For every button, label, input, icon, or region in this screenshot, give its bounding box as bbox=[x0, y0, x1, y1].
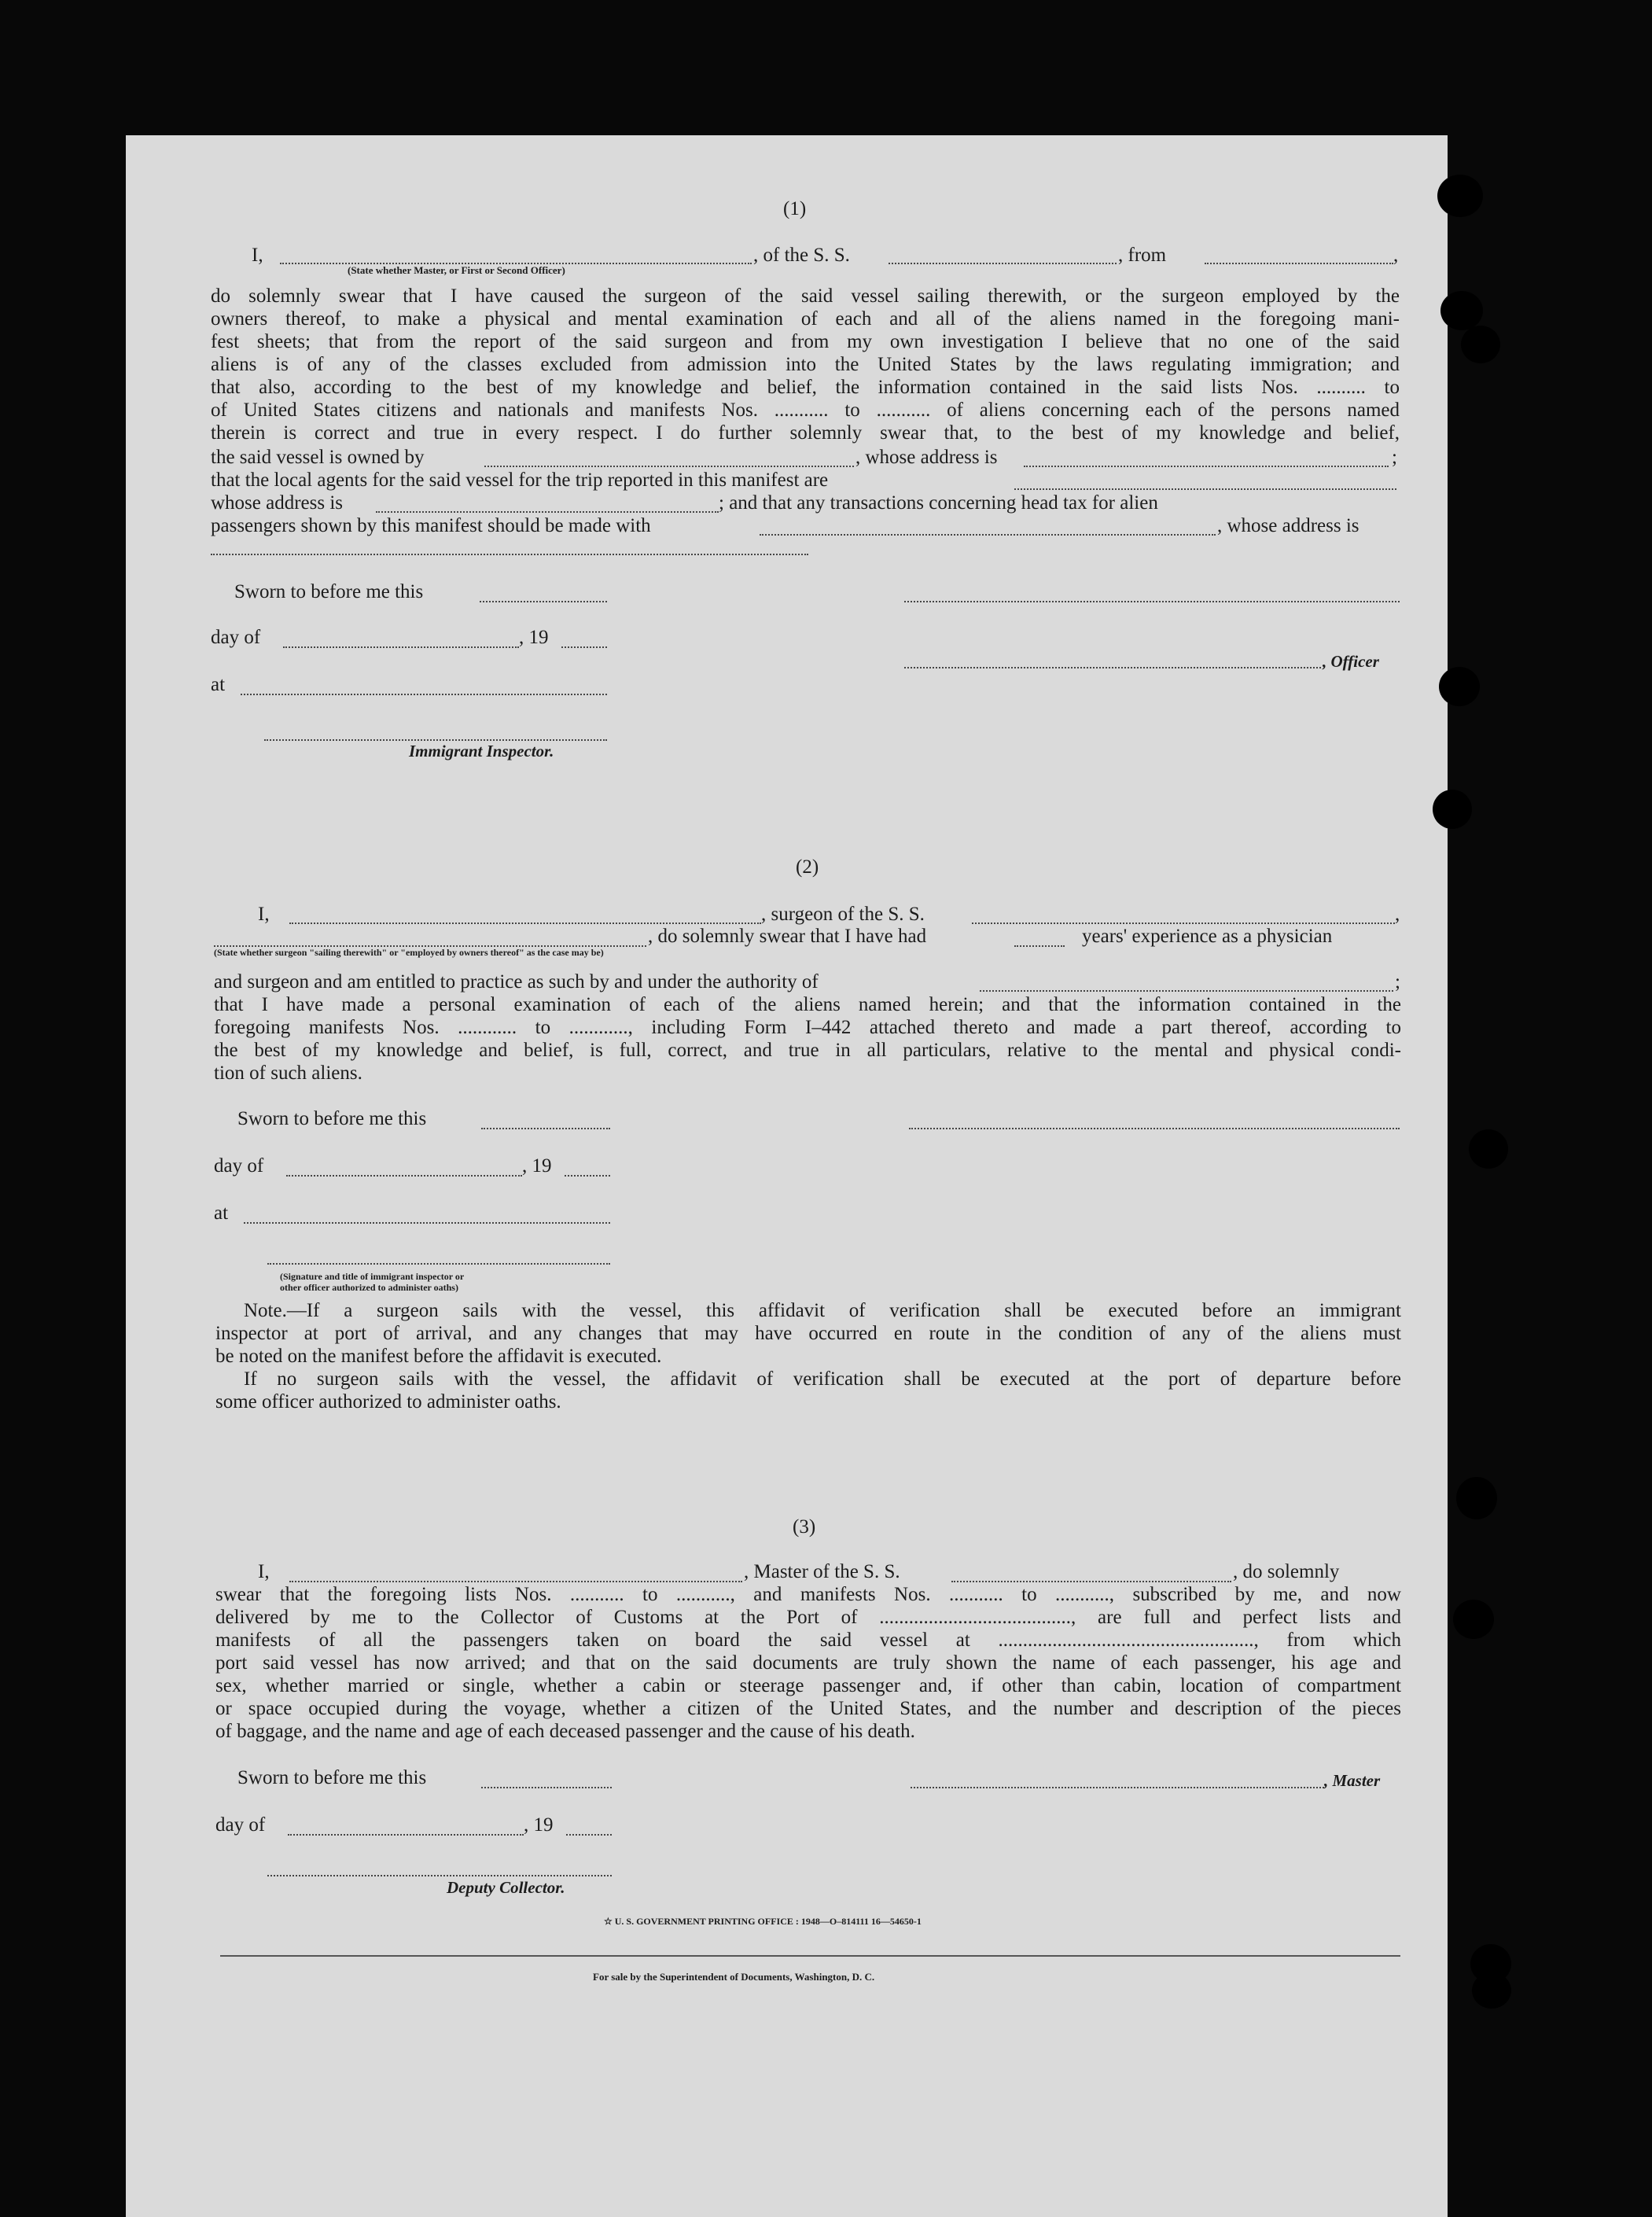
punch-hole bbox=[1461, 326, 1500, 363]
s3-master-of: , Master of the S. S. bbox=[744, 1561, 900, 1582]
s2-surgeon-name-field[interactable] bbox=[289, 921, 761, 924]
s2-inspector-signature-line[interactable] bbox=[267, 1261, 610, 1265]
section-3-number: (3) bbox=[793, 1516, 816, 1538]
s2-ship-name-field[interactable] bbox=[972, 921, 1395, 924]
punch-hole bbox=[1433, 790, 1472, 829]
s1-master-signature-line[interactable] bbox=[904, 599, 1400, 602]
s2-sworn: Sworn to before me this bbox=[237, 1108, 427, 1129]
s1-sworn-field[interactable] bbox=[480, 599, 607, 602]
s3-line: swear that the foregoing lists Nos. ........... to ..........., and manifests Nos. ........... to ..........., subscribed by me, and now bbox=[215, 1584, 1401, 1605]
punch-hole bbox=[1453, 1600, 1494, 1639]
s2-at: at bbox=[214, 1202, 229, 1224]
s1-semicolon: ; bbox=[1392, 447, 1397, 468]
s3-year: , 19 bbox=[524, 1814, 554, 1836]
s3-line: delivered by me to the Collector of Customs at the Port of ......................................., are full and perfect lists and bbox=[215, 1607, 1401, 1628]
s2-surgeon-hint: (State whether surgeon "sailing therewith" or "employed by owners thereof" as the case may be) bbox=[214, 947, 604, 958]
s1-owner-address-field[interactable] bbox=[1024, 464, 1389, 467]
s3-ship-name-field[interactable] bbox=[951, 1579, 1231, 1582]
s1-officer-signature-line[interactable] bbox=[904, 665, 1321, 668]
s1-i-label: I, bbox=[252, 245, 263, 266]
punch-hole bbox=[1437, 175, 1483, 217]
s3-day-of: day of bbox=[215, 1814, 266, 1836]
s3-line: manifests of all the passengers taken on board the said vessel at ...................................................., from which bbox=[215, 1630, 1401, 1651]
s3-line: sex, whether married or single, whether a cabin or steerage passenger and, if other than cabin, location of compartment bbox=[215, 1675, 1401, 1696]
s1-line: do solemnly swear that I have caused the surgeon of the said vessel sailing therewith, or the surgeon employed by the bbox=[211, 285, 1400, 307]
s1-headtax-address-field[interactable] bbox=[211, 552, 808, 555]
s3-i-label: I, bbox=[258, 1561, 270, 1582]
s1-officer-hint: (State whether Master, or First or Second Officer) bbox=[348, 264, 565, 276]
punch-hole bbox=[1456, 1477, 1497, 1519]
s1-agents-field[interactable] bbox=[1014, 487, 1396, 490]
s3-line: or space occupied during the voyage, whether a citizen of the United States, and the number and description of the pieces bbox=[215, 1698, 1401, 1719]
s2-line: that I have made a personal examination of each of the aliens named herein; and that the information contained in the bbox=[214, 994, 1401, 1015]
s1-officer-label: , Officer bbox=[1323, 652, 1379, 671]
s2-swear: , do solemnly swear that I have had bbox=[648, 926, 927, 947]
s1-whose-address: , whose address is bbox=[855, 447, 998, 468]
s2-note-line: Note.—If a surgeon sails with the vessel, this affidavit of verification shall be executed before an immigrant bbox=[244, 1300, 1401, 1321]
s1-comma: , bbox=[1393, 245, 1399, 266]
s3-sworn-field[interactable] bbox=[481, 1785, 612, 1788]
s1-passengers: passengers shown by this manifest should be made with bbox=[211, 515, 651, 536]
s2-comma: , bbox=[1395, 904, 1400, 925]
s2-day-field[interactable] bbox=[286, 1173, 522, 1177]
s2-semicolon: ; bbox=[1395, 971, 1400, 992]
s3-sworn: Sworn to before me this bbox=[237, 1767, 427, 1788]
s1-inspector-label: Immigrant Inspector. bbox=[409, 742, 554, 760]
s1-year: , 19 bbox=[519, 627, 549, 648]
s2-i-label: I, bbox=[258, 904, 270, 925]
s3-last-line: of baggage, and the name and age of each deceased passenger and the cause of his death. bbox=[215, 1721, 915, 1742]
s2-day-of: day of bbox=[214, 1155, 264, 1177]
s1-from: , from bbox=[1118, 245, 1167, 266]
s3-master-label: , Master bbox=[1324, 1771, 1381, 1790]
s1-line: of United States citizens and nationals and manifests Nos. ........... to ........... of aliens concerning each of the persons named bbox=[211, 400, 1400, 421]
s1-from-field[interactable] bbox=[1205, 261, 1393, 264]
s1-at-field[interactable] bbox=[241, 692, 607, 695]
s3-collector-label: Deputy Collector. bbox=[447, 1878, 565, 1897]
s1-line: therein is correct and true in every respect. I do further solemnly swear that, to the best of my knowledge and belief, bbox=[211, 422, 1400, 444]
s2-line: foregoing manifests Nos. ............ to ............, including Form I–442 attached thereto and made a part thereof, according to bbox=[214, 1017, 1401, 1038]
s1-line: that also, according to the best of my knowledge and belief, the information contained in the said lists Nos. .......... to bbox=[211, 377, 1400, 398]
s3-master-signature-line[interactable] bbox=[911, 1785, 1324, 1788]
s1-headtax-field[interactable] bbox=[760, 532, 1216, 536]
s3-body bbox=[215, 1583, 1401, 1743]
s3-year-field[interactable] bbox=[566, 1832, 612, 1836]
s2-surgeon-signature-line[interactable] bbox=[909, 1126, 1400, 1129]
s1-agents: that the local agents for the said vessel for the trip reported in this manifest are bbox=[211, 470, 829, 491]
s2-at-field[interactable] bbox=[244, 1221, 610, 1224]
s2-authority-field[interactable] bbox=[980, 989, 1393, 992]
s2-year-field[interactable] bbox=[565, 1173, 610, 1177]
punch-hole bbox=[1472, 1972, 1511, 2009]
s2-note-line: inspector at port of arrival, and any changes that may have occurred en route in the condition of any of the aliens must bbox=[215, 1323, 1401, 1344]
s2-surgeon-of: , surgeon of the S. S. bbox=[761, 904, 925, 925]
s1-owned-by: the said vessel is owned by bbox=[211, 447, 425, 468]
s1-whose-address-is-2: , whose address is bbox=[1217, 515, 1359, 536]
s1-transactions: ; and that any transactions concerning head tax for alien bbox=[719, 492, 1158, 514]
s2-sig-hint-1: (Signature and title of immigrant inspector or bbox=[280, 1271, 465, 1282]
s3-master-name-field[interactable] bbox=[289, 1579, 742, 1582]
gpo-imprint: ☆ U. S. GOVERNMENT PRINTING OFFICE : 1948—O–814111 16—54650-1 bbox=[604, 1916, 922, 1927]
section-2-number: (2) bbox=[796, 856, 819, 878]
s2-body bbox=[214, 993, 1401, 1085]
s2-line: the best of my knowledge and belief, is full, correct, and true in all particulars, relative to the mental and physical condi- bbox=[214, 1040, 1401, 1061]
s3-line: port said vessel has now arrived; and that on the said documents are truly shown the name of each passenger, his age and bbox=[215, 1652, 1401, 1674]
s2-last-line: tion of such aliens. bbox=[214, 1062, 362, 1084]
s1-line: owners thereof, to make a physical and mental examination of each and all of the aliens named in the foregoing mani- bbox=[211, 308, 1400, 330]
s1-line: fest sheets; that from the report of the said surgeon and from my own investigation I believe that no one of the said bbox=[211, 331, 1400, 352]
s1-day-field[interactable] bbox=[283, 645, 519, 648]
s2-note-line-3: be noted on the manifest before the affidavit is executed. bbox=[215, 1346, 662, 1367]
s1-of-ss: , of the S. S. bbox=[753, 245, 850, 266]
s2-sworn-field[interactable] bbox=[481, 1126, 610, 1129]
s2-note2-line-2: some officer authorized to administer oaths. bbox=[215, 1391, 561, 1412]
s1-body bbox=[211, 285, 1400, 444]
form-page bbox=[126, 135, 1448, 2217]
s1-at: at bbox=[211, 674, 226, 695]
s2-year: , 19 bbox=[522, 1155, 552, 1177]
s1-ship-name-field[interactable] bbox=[889, 261, 1117, 264]
s3-do-solemnly: , do solemnly bbox=[1233, 1561, 1340, 1582]
punch-hole bbox=[1440, 291, 1483, 330]
s2-sig-hint-2: other officer authorized to administer oaths) bbox=[280, 1282, 458, 1293]
s1-owner-field[interactable] bbox=[484, 464, 854, 467]
footer-rule bbox=[220, 1955, 1400, 1957]
s1-whose-address-is: whose address is bbox=[211, 492, 344, 514]
s2-note bbox=[215, 1299, 1401, 1413]
s1-agents-address-field[interactable] bbox=[376, 510, 719, 513]
s2-years-field[interactable] bbox=[1014, 944, 1065, 947]
s2-years: years' experience as a physician bbox=[1082, 926, 1333, 947]
punch-hole bbox=[1439, 667, 1480, 706]
s2-note2-line-1: If no surgeon sails with the vessel, the affidavit of verification shall be executed at the port of departure before bbox=[244, 1368, 1401, 1390]
section-1-number: (1) bbox=[783, 198, 807, 219]
s1-year-field[interactable] bbox=[561, 645, 607, 648]
s1-day-of: day of bbox=[211, 627, 261, 648]
sale-notice: For sale by the Superintendent of Documents, Washington, D. C. bbox=[593, 1971, 875, 1983]
s2-authority: and surgeon and am entitled to practice as such by and under the authority of bbox=[214, 971, 819, 992]
s1-line: aliens is of any of the classes excluded from admission into the United States by the laws regulating immigration; and bbox=[211, 354, 1400, 375]
s3-day-field[interactable] bbox=[288, 1832, 524, 1836]
punch-hole bbox=[1469, 1129, 1508, 1169]
s1-sworn: Sworn to before me this bbox=[234, 581, 424, 602]
